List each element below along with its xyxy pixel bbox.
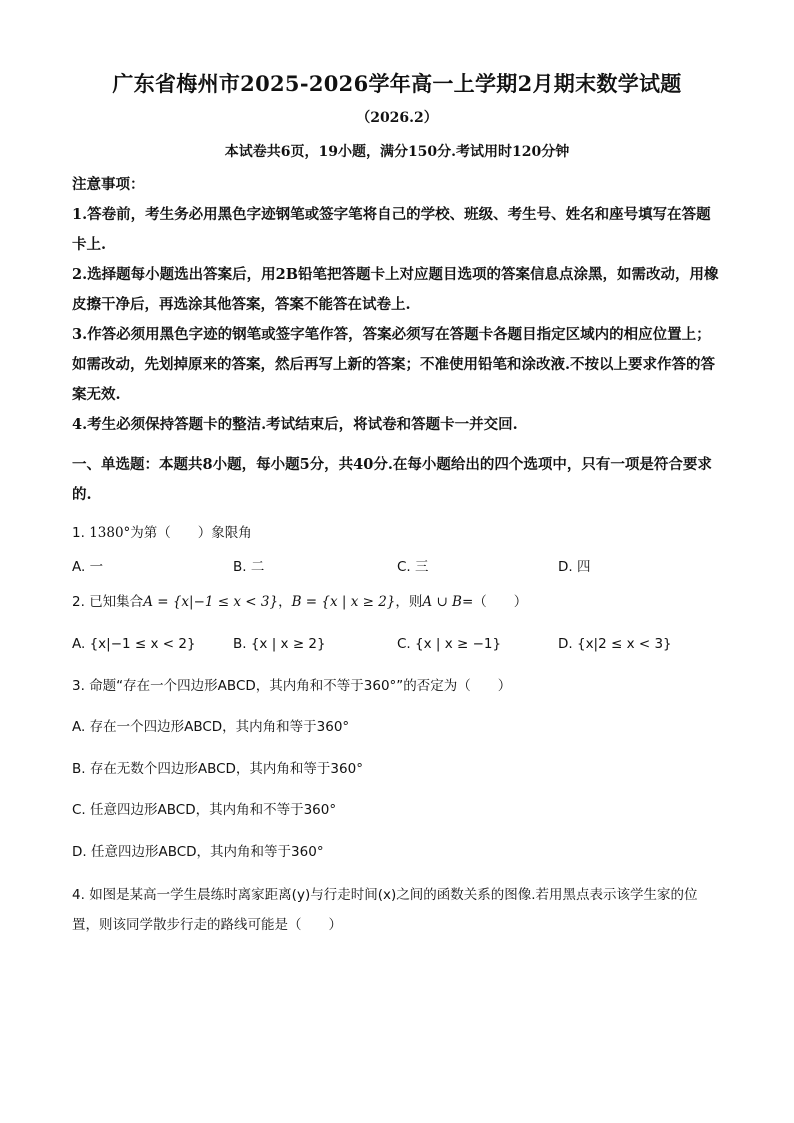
note-item: 1.答卷前，考生务必用黑色字迹钢笔或签字笔将自己的学校、班级、考生号、姓名和座号填写在答题卡上. bbox=[72, 206, 711, 253]
question-1 bbox=[72, 521, 732, 545]
note-item: 4.考生必须保持答题卡的整洁.考试结束后，将试卷和答题卡一并交回. bbox=[72, 416, 518, 433]
question-3 bbox=[72, 674, 732, 698]
set-union: A ∪ B bbox=[422, 594, 462, 610]
notes-heading: 注意事项： bbox=[72, 176, 145, 193]
question-number: 3. bbox=[72, 678, 85, 694]
option-a[interactable]: A. 一 bbox=[72, 559, 104, 575]
question-2-comma: ， bbox=[278, 594, 292, 610]
set-a: A = {x|−1 ≤ x < 3} bbox=[143, 594, 279, 610]
question-2-options bbox=[72, 632, 732, 656]
set-b: B = {x | x ≥ 2} bbox=[291, 594, 396, 610]
option-a[interactable]: A. {x|−1 ≤ x < 2} bbox=[72, 636, 196, 652]
question-4 bbox=[72, 880, 724, 940]
notes-section bbox=[72, 170, 724, 440]
question-number: 1. bbox=[72, 525, 85, 541]
question-number: 2. bbox=[72, 594, 85, 610]
option-b[interactable]: B. 存在无数个四边形ABCD，其内角和等于360° bbox=[72, 761, 363, 777]
question-3-text: 命题“存在一个四边形ABCD，其内角和不等于360°”的否定为（ ） bbox=[89, 678, 512, 694]
option-a[interactable]: A. 存在一个四边形ABCD，其内角和等于360° bbox=[72, 719, 350, 735]
note-item: 3.作答必须用黑色字迹的钢笔或签字笔作答，答案必须写在答题卡各题目指定区域内的相应位置上；如需改动，先划掉原来的答案，然后再写上新的答案；不准使用铅笔和涂改液.不按以上要求作答的答案无效. bbox=[72, 326, 716, 403]
option-d[interactable]: D. 任意四边形ABCD，其内角和等于360° bbox=[72, 844, 324, 860]
question-2-prefix: 已知集合 bbox=[89, 594, 144, 610]
exam-title: 广东省梅州市2025-2026学年高一上学期2月期末数学试题 bbox=[112, 71, 682, 96]
question-2-then: ，则 bbox=[395, 594, 423, 610]
option-c[interactable]: C. 任意四边形ABCD，其内角和不等于360° bbox=[72, 802, 337, 818]
option-b[interactable]: B. 二 bbox=[233, 559, 265, 575]
exam-intro: 本试卷共6页，19小题，满分150分.考试用时120分钟 bbox=[224, 144, 570, 160]
option-d[interactable]: D. {x|2 ≤ x < 3} bbox=[558, 636, 672, 652]
option-c[interactable]: C. 三 bbox=[397, 559, 429, 575]
question-1-text: 为第（ ）象限角 bbox=[130, 525, 252, 541]
question-2-suffix: =（ ） bbox=[461, 594, 528, 610]
note-item: 2.选择题每小题选出答案后，用2B铅笔把答题卡上对应题目选项的答案信息点涂黑，如需改动，用橡皮擦干净后，再选涂其他答案，答案不能答在试卷上. bbox=[72, 266, 719, 313]
option-b[interactable]: B. {x | x ≥ 2} bbox=[233, 636, 326, 652]
option-d[interactable]: D. 四 bbox=[558, 559, 591, 575]
question-1-angle: 1380° bbox=[89, 525, 131, 541]
question-1-options bbox=[72, 555, 732, 579]
question-4-text: 如图是某高一学生晨练时离家距离(y)与行走时间(x)之间的函数关系的图像.若用黑点表示该学生家的位置，则该同学散步行走的路线可能是（ ） bbox=[72, 887, 698, 933]
question-2 bbox=[72, 590, 732, 614]
question-number: 4. bbox=[72, 887, 85, 903]
section-heading: 一、单选题：本题共8小题，每小题5分，共40分.在每小题给出的四个选项中，只有一项是符合要求的. bbox=[72, 456, 712, 503]
exam-date: （2026.2） bbox=[356, 110, 438, 126]
option-c[interactable]: C. {x | x ≥ −1} bbox=[397, 636, 502, 652]
